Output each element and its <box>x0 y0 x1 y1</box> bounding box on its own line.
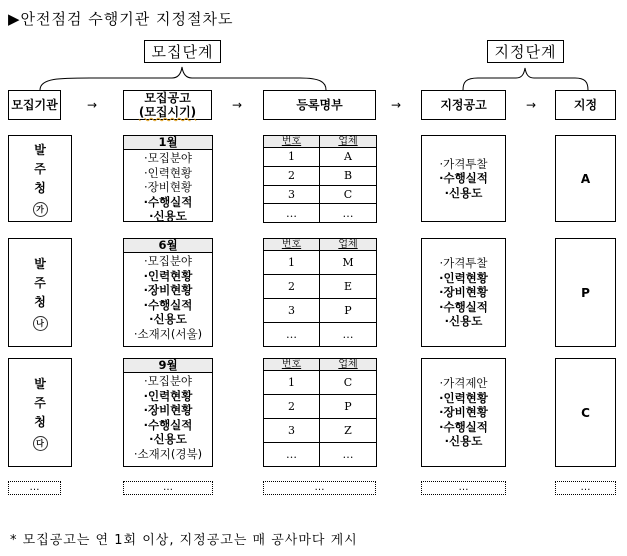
criteria-item: ·인력현황 <box>439 390 488 405</box>
cell: C <box>320 371 377 395</box>
notice-header <box>123 90 212 120</box>
criteria-item: ·장비현황 <box>439 285 488 300</box>
notice-item: ·모집분야 <box>143 254 193 268</box>
recruit-stage-label: 모집단계 <box>144 40 221 63</box>
cell: 1 <box>264 371 320 395</box>
column-header: 업체 <box>320 359 377 371</box>
table-row <box>264 299 377 323</box>
notice-item: ·수행실적 <box>143 417 193 432</box>
notice-item: ·인력현황 <box>143 388 193 403</box>
cell: A <box>320 148 377 167</box>
cell: 3 <box>264 419 320 443</box>
notice-header-sublabel: (모집시기) <box>138 105 197 119</box>
continuation-box: … <box>8 481 61 495</box>
designated-company: P <box>555 238 616 347</box>
cell: … <box>264 204 320 223</box>
table-row <box>264 166 377 185</box>
recruit-notice-box <box>123 238 213 347</box>
cell: … <box>264 443 320 467</box>
agency-header <box>8 90 61 120</box>
table-row <box>264 323 377 347</box>
cell: … <box>320 204 377 223</box>
designation-header <box>555 90 616 120</box>
notice-item: ·장비현황 <box>143 403 193 417</box>
criteria-item: ·가격제안 <box>439 376 488 391</box>
cell: B <box>320 166 377 185</box>
page-title: ▶안전점검 수행기관 지정절차도 <box>8 10 234 28</box>
criteria-item: ·수행실적 <box>439 419 488 434</box>
agency-label: 청 <box>34 294 46 309</box>
continuation-box: … <box>555 481 616 495</box>
column-header: 업체 <box>320 239 377 251</box>
circled-mark-icon: 나 <box>33 316 48 331</box>
table-row <box>264 275 377 299</box>
designate-stage-label: 지정단계 <box>487 40 564 63</box>
notice-month: 1월 <box>124 136 212 150</box>
cell: 3 <box>264 299 320 323</box>
footnote: * 모집공고는 연 1회 이상, 지정공고는 매 공사마다 게시 <box>10 533 358 548</box>
agency-label: 청 <box>34 180 46 195</box>
table-row <box>264 148 377 167</box>
table-row <box>264 419 377 443</box>
cell: 2 <box>264 166 320 185</box>
table-row <box>264 443 377 467</box>
agency-box <box>8 238 72 347</box>
notice-item: ·소재지(경북) <box>133 446 203 461</box>
table-row <box>264 204 377 223</box>
column-header: 업체 <box>320 136 377 148</box>
criteria-item: ·장비현황 <box>439 405 488 420</box>
circled-mark-icon: 가 <box>33 202 48 217</box>
criteria-item: ·신용도 <box>444 434 483 449</box>
column-header: 번호 <box>264 239 320 251</box>
agency-label: 청 <box>34 414 46 429</box>
recruit-notice-box <box>123 135 213 222</box>
criteria-item: ·수행실적 <box>439 299 488 314</box>
cell: 3 <box>264 185 320 204</box>
designated-company: C <box>555 358 616 467</box>
cell: Z <box>320 419 377 443</box>
designation-notice-box <box>421 238 506 347</box>
table-row <box>264 395 377 419</box>
registry-header-label: 등록명부 <box>296 98 343 112</box>
registry-table <box>263 238 377 347</box>
notice-item: ·장비현황 <box>143 283 193 297</box>
agency-label: 주 <box>34 275 46 290</box>
notice-item: ·인력현황 <box>143 268 193 283</box>
agency-label: 발 <box>34 376 46 391</box>
notice-item: ·모집분야 <box>143 374 193 388</box>
agency-label: 발 <box>34 256 46 271</box>
criteria-item: ·신용도 <box>444 314 483 329</box>
notice-item: ·모집분야 <box>143 151 193 165</box>
notice-item: ·신용도 <box>149 432 187 446</box>
criteria-item: ·가격투찰 <box>439 256 488 271</box>
registry-header <box>263 90 376 120</box>
designation-notice-box <box>421 135 506 222</box>
criteria-item: ·신용도 <box>444 185 483 200</box>
notice-item: ·신용도 <box>149 209 187 223</box>
agency-header-label: 모집기관 <box>11 98 58 112</box>
designation-notice-header <box>421 90 506 120</box>
table-row <box>264 251 377 275</box>
column-header: 번호 <box>264 136 320 148</box>
criteria-item: ·수행실적 <box>439 171 488 186</box>
notice-item: ·수행실적 <box>143 297 193 312</box>
criteria-item: ·인력현황 <box>439 270 488 285</box>
notice-item: ·수행실적 <box>143 194 193 209</box>
notice-header-label: 모집공고 <box>144 91 191 105</box>
notice-month: 9월 <box>124 359 212 373</box>
notice-item: ·장비현황 <box>143 180 193 194</box>
registry-table <box>263 358 377 467</box>
designated-company: A <box>555 135 616 222</box>
table-row <box>264 185 377 204</box>
cell: 1 <box>264 148 320 167</box>
registry-table <box>263 135 377 223</box>
arrow-icon: → <box>525 98 537 112</box>
arrow-icon: → <box>390 98 402 112</box>
designate-brace-icon <box>0 0 627 100</box>
designation-header-label: 지정 <box>573 98 598 112</box>
cell: 2 <box>264 275 320 299</box>
criteria-item: ·가격투찰 <box>439 156 488 171</box>
continuation-box: … <box>123 481 213 495</box>
continuation-box: … <box>263 481 376 495</box>
cell: 1 <box>264 251 320 275</box>
cell: E <box>320 275 377 299</box>
continuation-box: … <box>421 481 506 495</box>
arrow-icon: → <box>231 98 243 112</box>
notice-month: 6월 <box>124 239 212 253</box>
column-header: 번호 <box>264 359 320 371</box>
notice-item: ·인력현황 <box>143 165 193 180</box>
agency-label: 주 <box>34 395 46 410</box>
cell: 2 <box>264 395 320 419</box>
agency-box <box>8 135 72 222</box>
agency-box <box>8 358 72 467</box>
notice-item: ·소재지(서울) <box>133 326 203 341</box>
cell: P <box>320 299 377 323</box>
cell: C <box>320 185 377 204</box>
recruit-notice-box <box>123 358 213 467</box>
agency-label: 발 <box>34 142 46 157</box>
cell: … <box>320 443 377 467</box>
agency-label: 주 <box>34 161 46 176</box>
notice-item: ·신용도 <box>149 312 187 326</box>
designation-notice-header-label: 지정공고 <box>440 98 487 112</box>
cell: P <box>320 395 377 419</box>
cell: … <box>320 323 377 347</box>
designation-notice-box <box>421 358 506 467</box>
cell: … <box>264 323 320 347</box>
circled-mark-icon: 다 <box>33 436 48 451</box>
cell: M <box>320 251 377 275</box>
arrow-icon: → <box>86 98 98 112</box>
table-row <box>264 371 377 395</box>
